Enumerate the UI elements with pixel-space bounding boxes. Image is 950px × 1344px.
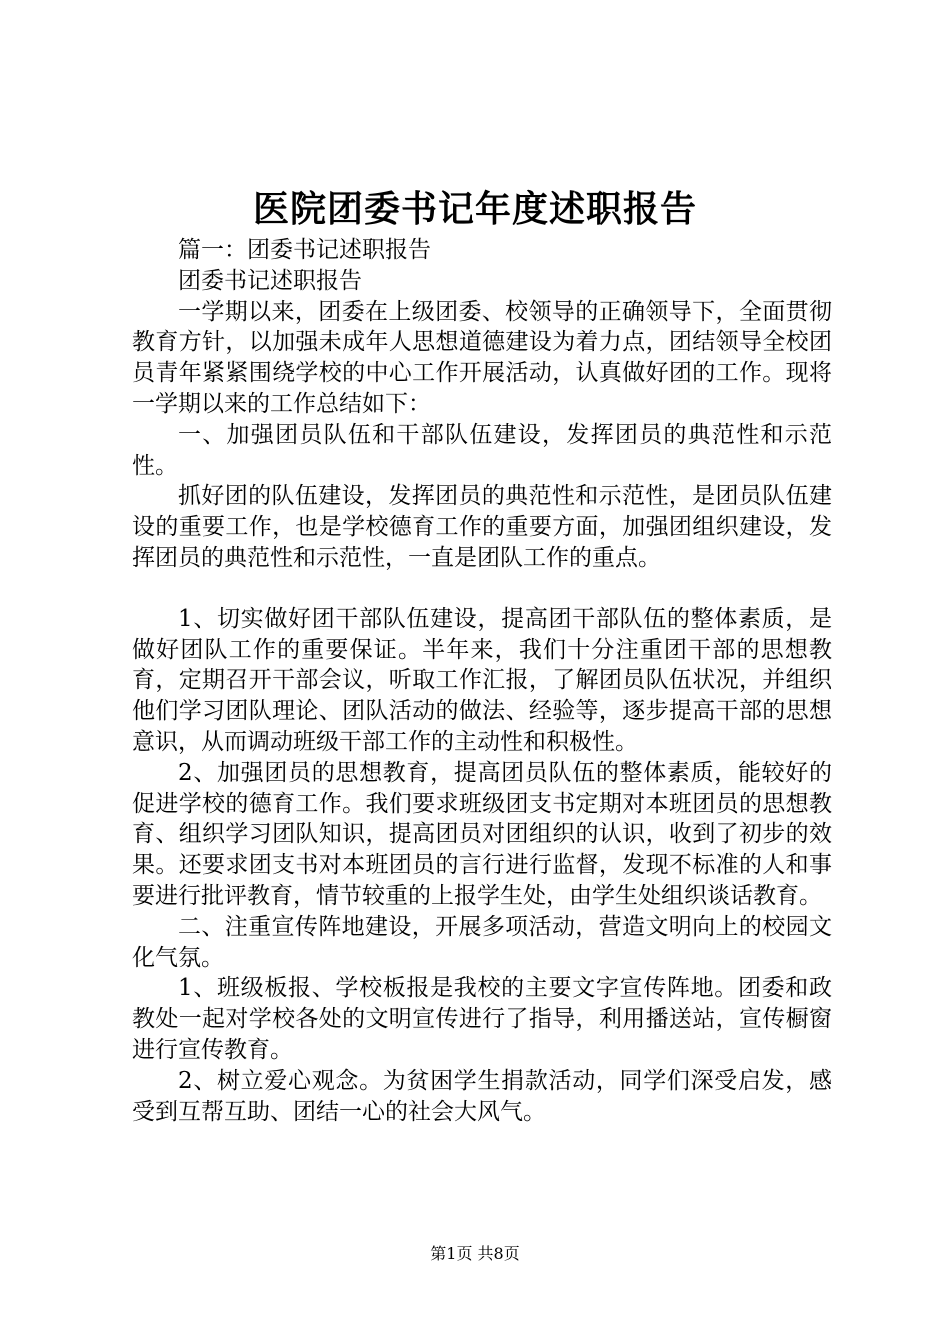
paragraph: 二、注重宣传阵地建设，开展多项活动，营造文明向上的校园文化气氛。 xyxy=(132,913,832,971)
paragraph: 抓好团的队伍建设，发挥团员的典范性和示范性，是团员队伍建设的重要工作，也是学校德育工作的重要方面，加强团组织建设，发挥团员的典范性和示范性，一直是团队工作的重点。 xyxy=(132,483,832,571)
page-footer: 第1页 共8页 xyxy=(430,1244,520,1263)
paragraph: 1、班级板报、学校板报是我校的主要文字宣传阵地。团委和政教处一起对学校各处的文明宣传进行了指导，利用播送站，宣传橱窗进行宣传教育。 xyxy=(132,975,832,1063)
paragraph: 2、加强团员的思想教育，提高团员队伍的整体素质，能较好的促进学校的德育工作。我们要求班级团支书定期对本班团员的思想教育、组织学习团队知识，提高团员对团组织的认识，收到了初步的效果。还要求团支书对本班团员的言行进行监督，发现不标准的人和事要进行批评教育，情节较重的上报学生处，由学生处组织谈话教育。 xyxy=(132,759,832,909)
paragraph: 一学期以来，团委在上级团委、校领导的正确领导下，全面贯彻教育方针，以加强未成年人思想道德建设为着力点，团结领导全校团员青年紧紧围绕学校的中心工作开展活动，认真做好团的工作。现将一学期以来的工作总结如下： xyxy=(132,298,832,417)
section-heading: 篇一：团委书记述职报告 xyxy=(178,237,431,263)
paragraph: 2、树立爱心观念。为贫困学生捐款活动，同学们深受启发，感受到互帮互助、团结一心的社会大风气。 xyxy=(132,1067,832,1125)
document-title: 医院团委书记年度述职报告 xyxy=(252,188,697,230)
subtitle: 团委书记述职报告 xyxy=(178,267,362,294)
paragraph: 一、加强团员队伍和干部队伍建设，发挥团员的典范性和示范性。 xyxy=(132,421,832,479)
document-body xyxy=(132,235,832,1127)
paragraph: 1、切实做好团干部队伍建设，提高团干部队伍的整体素质，是做好团队工作的重要保证。半年来，我们十分注重团干部的思想教育，定期召开干部会议，听取工作汇报，了解团员队伍状况，并组织他们学习团队理论、团队活动的做法、经验等，逐步提高干部的思想意识，从而调动班级干部工作的主动性和积极性。 xyxy=(132,605,832,755)
